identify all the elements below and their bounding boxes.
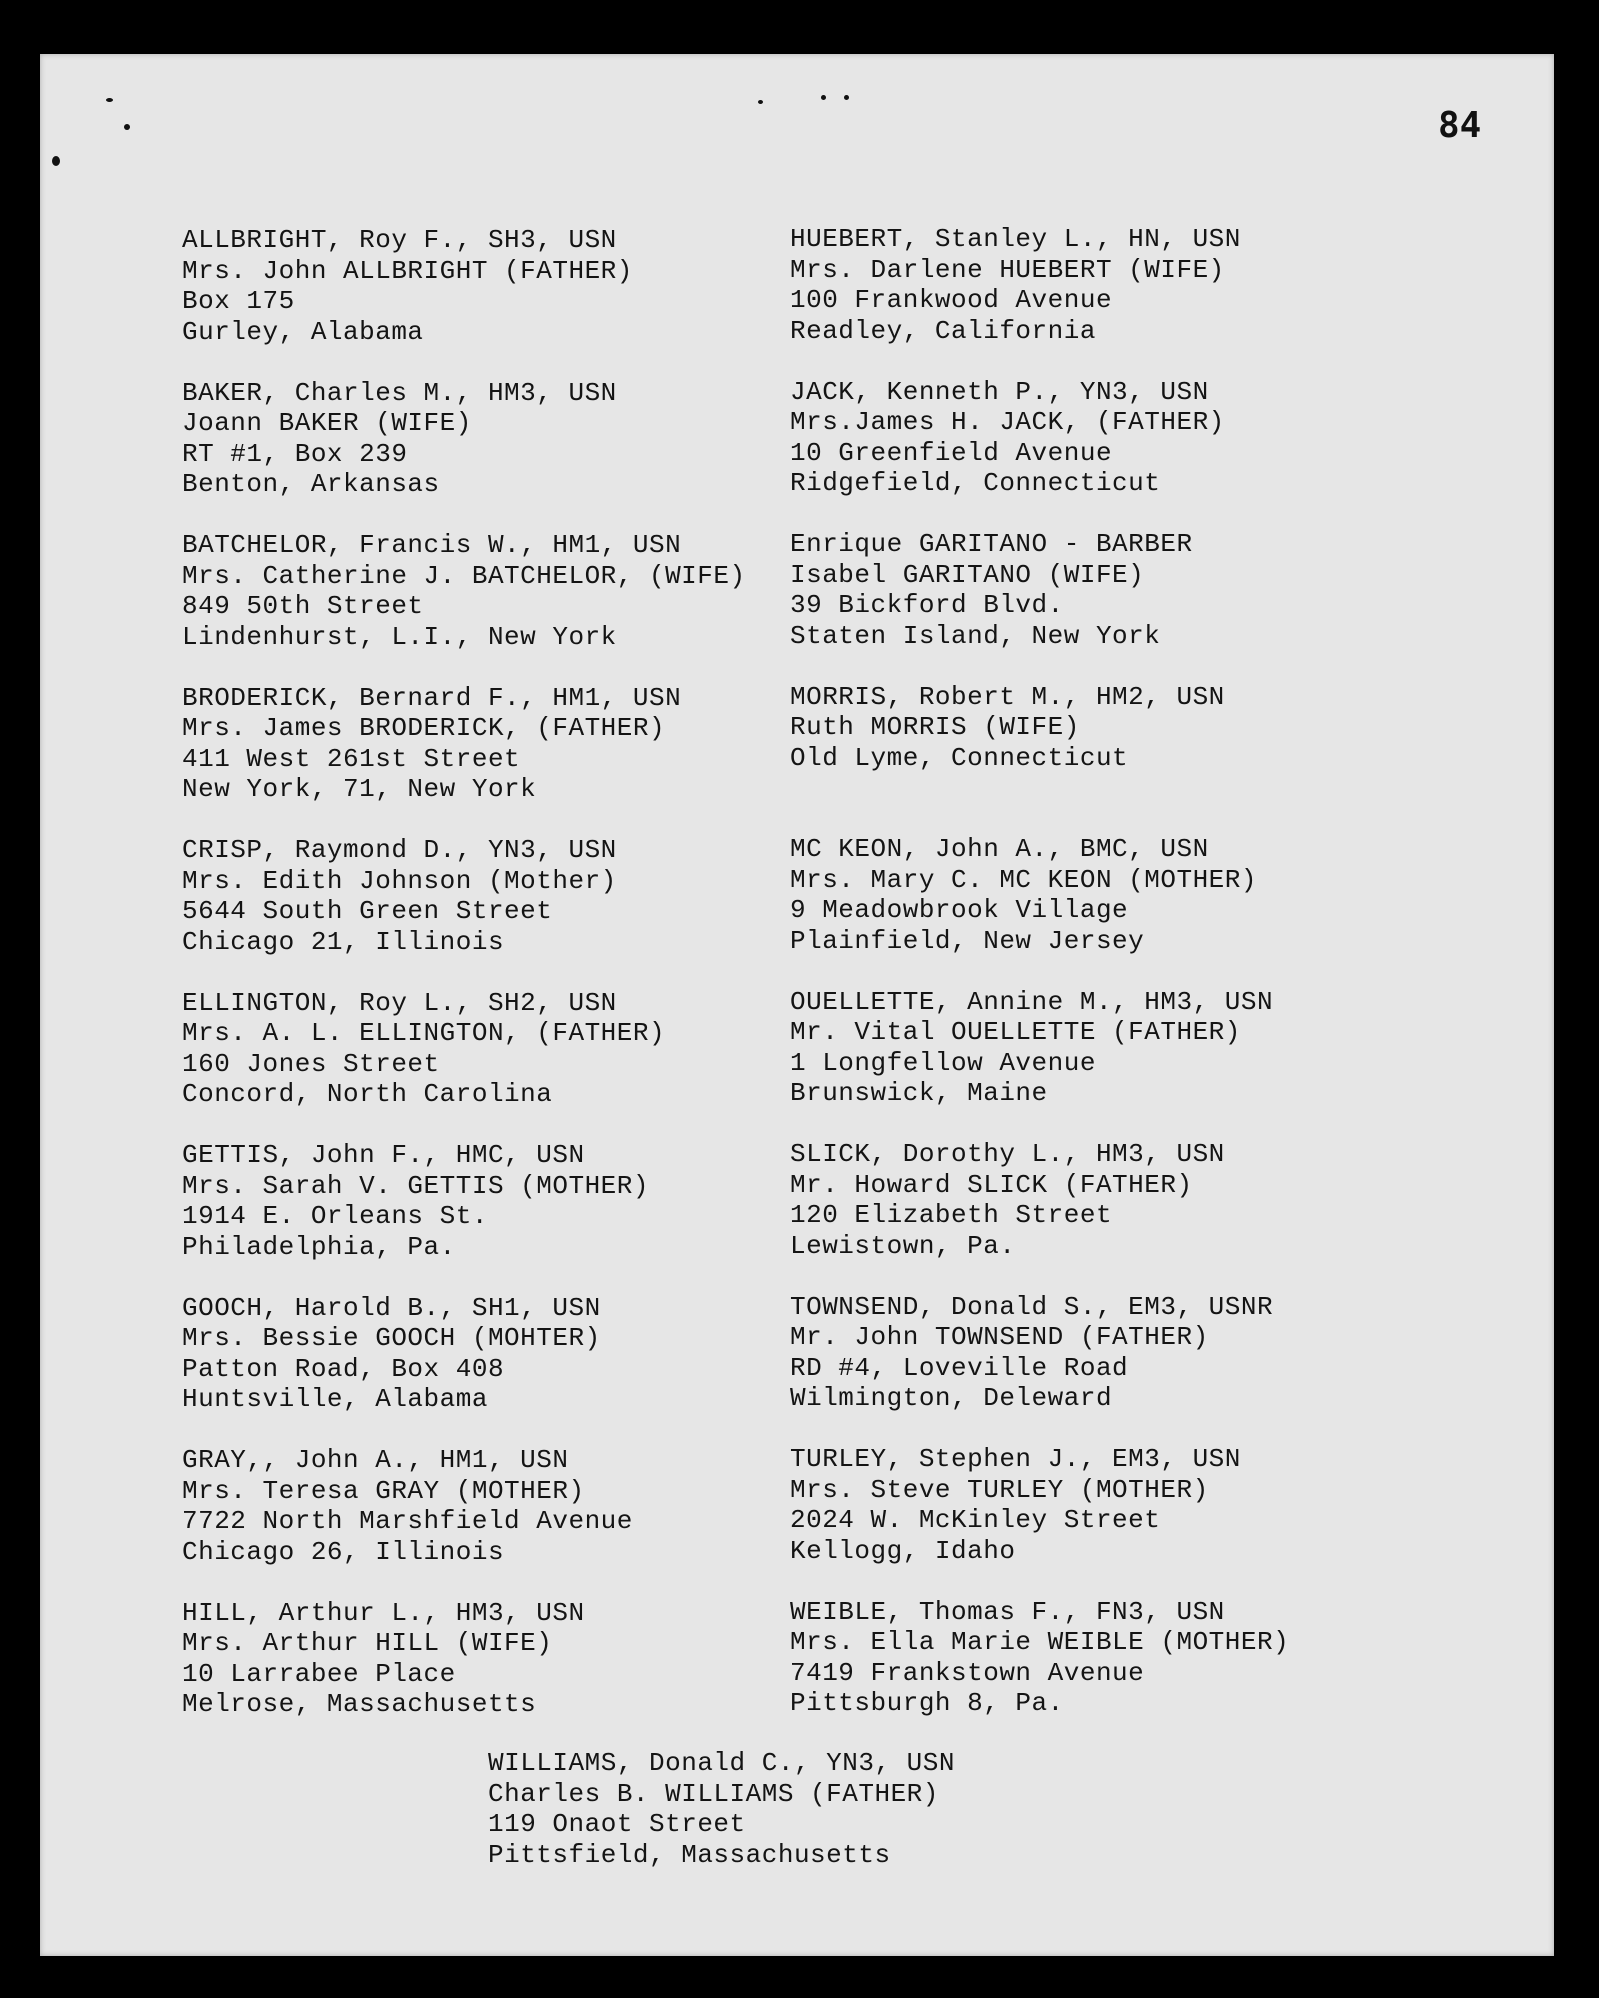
address-entry <box>182 378 746 531</box>
entry-city-line: Benton, Arkansas <box>182 469 440 499</box>
address-entry <box>790 834 1289 987</box>
entry-name: ALLBRIGHT, Roy F., SH3, USN <box>182 225 617 255</box>
address-entry <box>790 987 1289 1140</box>
entry-address-line: 10 Larrabee Place <box>182 1658 456 1689</box>
ink-speck <box>106 98 113 102</box>
entry-address-line: 849 50th Street <box>182 591 424 621</box>
entry-city-line: Pittsburgh 8, Pa. <box>790 1688 1064 1718</box>
entry-contact: Mrs. Edith Johnson (Mother) <box>182 865 617 896</box>
entry-contact: Mrs. Teresa GRAY (MOTHER) <box>182 1475 585 1506</box>
address-entry <box>182 835 746 988</box>
entry-contact: Ruth MORRIS (WIFE) <box>790 712 1080 742</box>
entry-name: BATCHELOR, Francis W., HM1, USN <box>182 530 682 560</box>
entry-address-line: 1 Longfellow Avenue <box>790 1047 1096 1078</box>
entry-name: BRODERICK, Bernard F., HM1, USN <box>182 682 682 713</box>
entry-contact: Charles B. WILLIAMS (FATHER) <box>488 1778 939 1809</box>
entry-contact: Mrs. Mary C. MC KEON (MOTHER) <box>790 864 1257 895</box>
entry-contact: Mrs. A. L. ELLINGTON, (FATHER) <box>182 1018 666 1048</box>
entry-name: TURLEY, Stephen J., EM3, USN <box>790 1444 1241 1474</box>
entry-name: ELLINGTON, Roy L., SH2, USN <box>182 987 617 1018</box>
entry-contact: Mrs. Arthur HILL (WIFE) <box>182 1628 553 1658</box>
address-entry <box>182 1598 746 1751</box>
entry-address-line: RT #1, Box 239 <box>182 438 408 469</box>
address-entry <box>182 530 746 683</box>
entry-address-line: 5644 South Green Street <box>182 896 553 926</box>
entry-contact: Mrs. Darlene HUEBERT (WIFE) <box>790 254 1225 285</box>
entry-name: MORRIS, Robert M., HM2, USN <box>790 681 1225 712</box>
entry-address-line: 119 Onaot Street <box>488 1809 746 1839</box>
entry-address-line: 120 Elizabeth Street <box>790 1200 1113 1230</box>
ink-speck <box>821 95 826 100</box>
entry-address-line: 2024 W. McKinley Street <box>790 1505 1161 1535</box>
ink-speck <box>758 100 763 104</box>
entry-city-line: Readley, California <box>790 315 1096 346</box>
entry-contact: Mrs. Catherine J. BATCHELOR, (WIFE) <box>182 560 746 591</box>
entry-city-line: Brunswick, Maine <box>790 1078 1048 1108</box>
entry-city-line: New York, 71, New York <box>182 774 537 804</box>
entry-address-line: 160 Jones Street <box>182 1048 440 1079</box>
entry-name: HILL, Arthur L., HM3, USN <box>182 1597 585 1628</box>
entry-name: GETTIS, John F., HMC, USN <box>182 1140 585 1170</box>
address-entry <box>182 1140 746 1293</box>
entry-contact: Mrs. Ella Marie WEIBLE (MOTHER) <box>790 1627 1290 1657</box>
entry-name: GRAY,, John A., HM1, USN <box>182 1445 569 1475</box>
entry-name: WILLIAMS, Donald C., YN3, USN <box>488 1748 955 1778</box>
entry-city-line: Philadelphia, Pa. <box>182 1231 456 1262</box>
entry-contact: Mrs. Bessie GOOCH (MOHTER) <box>182 1323 601 1353</box>
entry-address-line: Old Lyme, Connecticut <box>790 742 1129 773</box>
entry-name: GOOCH, Harold B., SH1, USN <box>182 1292 601 1323</box>
entry-address-line: Patton Road, Box 408 <box>182 1353 505 1384</box>
entry-city-line: Lewistown, Pa. <box>790 1230 1016 1261</box>
right-column <box>790 224 1289 1749</box>
address-entry <box>790 1292 1289 1445</box>
entry-name: HUEBERT, Stanley L., HN, USN <box>790 224 1241 254</box>
entry-city-line: Chicago 26, Illinois <box>182 1536 505 1567</box>
entry-address-line: 100 Frankwood Avenue <box>790 285 1113 315</box>
entry-address-line: 7419 Frankstown Avenue <box>790 1657 1145 1688</box>
ink-speck <box>124 124 130 130</box>
ink-speck <box>844 95 849 100</box>
entry-name: OUELLETTE, Annine M., HM3, USN <box>790 986 1274 1017</box>
entry-city-line: Pittsfield, Massachusetts <box>488 1839 891 1870</box>
entry-city-line: Gurley, Alabama <box>182 316 424 347</box>
entry-contact: Mr. John TOWNSEND (FATHER) <box>790 1322 1209 1352</box>
entry-address-line: 1914 E. Orleans St. <box>182 1201 488 1231</box>
entry-name: SLICK, Dorothy L., HM3, USN <box>790 1139 1225 1169</box>
address-entry <box>488 1748 955 1901</box>
entry-city-line: Ridgefield, Connecticut <box>790 468 1161 498</box>
center-column <box>488 1748 955 1901</box>
entry-contact: Mrs. James BRODERICK, (FATHER) <box>182 713 666 743</box>
entry-city-line: Chicago 21, Illinois <box>182 926 505 957</box>
entry-name: Enrique GARITANO - BARBER <box>790 529 1193 559</box>
address-entry <box>790 529 1289 682</box>
entry-address-line: Box 175 <box>182 286 295 316</box>
entry-name: TOWNSEND, Donald S., EM3, USNR <box>790 1291 1274 1322</box>
entry-city-line: Lindenhurst, L.I., New York <box>182 621 617 652</box>
entry-contact: Mrs.James H. JACK, (FATHER) <box>790 407 1225 437</box>
entry-address-line: 10 Greenfield Avenue <box>790 437 1113 468</box>
left-column <box>182 225 746 1750</box>
entry-contact: Joann BAKER (WIFE) <box>182 408 472 438</box>
address-entry <box>790 682 1289 835</box>
entry-name: MC KEON, John A., BMC, USN <box>790 834 1209 864</box>
entry-city-line: Huntsville, Alabama <box>182 1384 488 1414</box>
entry-address-line: 411 West 261st Street <box>182 743 521 774</box>
address-entry <box>790 1444 1289 1597</box>
entry-city-line <box>790 773 1289 804</box>
entry-address-line: RD #4, Loveville Road <box>790 1352 1129 1383</box>
page-number: 84 <box>1438 105 1482 146</box>
entry-city-line: Concord, North Carolina <box>182 1079 553 1109</box>
address-entry <box>790 1139 1289 1292</box>
entry-contact: Mr. Howard SLICK (FATHER) <box>790 1169 1193 1200</box>
address-entry <box>182 683 746 836</box>
entry-contact: Isabel GARITANO (WIFE) <box>790 559 1145 590</box>
entry-city-line: Wilmington, Deleward <box>790 1383 1113 1413</box>
address-entry <box>182 1445 746 1598</box>
address-entry <box>790 224 1289 377</box>
entry-city-line: Melrose, Massachusetts <box>182 1689 537 1719</box>
address-entry <box>182 225 746 378</box>
entry-name: BAKER, Charles M., HM3, USN <box>182 377 617 408</box>
entry-address-line: 7722 North Marshfield Avenue <box>182 1506 633 1536</box>
entry-contact: Mrs. Steve TURLEY (MOTHER) <box>790 1474 1209 1505</box>
entry-city-line: Plainfield, New Jersey <box>790 925 1145 956</box>
address-entry <box>182 988 746 1141</box>
entry-contact: Mrs. Sarah V. GETTIS (MOTHER) <box>182 1170 649 1201</box>
entry-address-line: 39 Bickford Blvd. <box>790 590 1064 620</box>
address-entry <box>182 1293 746 1446</box>
entry-city-line: Staten Island, New York <box>790 620 1161 651</box>
entry-contact: Mr. Vital OUELLETTE (FATHER) <box>790 1017 1241 1047</box>
entry-name: JACK, Kenneth P., YN3, USN <box>790 376 1209 407</box>
entry-address-line: 9 Meadowbrook Village <box>790 895 1129 925</box>
entry-name: WEIBLE, Thomas F., FN3, USN <box>790 1596 1225 1627</box>
address-entry <box>790 1597 1289 1750</box>
entry-contact: Mrs. John ALLBRIGHT (FATHER) <box>182 255 633 286</box>
entry-name: CRISP, Raymond D., YN3, USN <box>182 835 617 865</box>
ink-speck <box>52 156 60 166</box>
address-entry <box>790 377 1289 530</box>
entry-city-line: Kellogg, Idaho <box>790 1535 1016 1566</box>
